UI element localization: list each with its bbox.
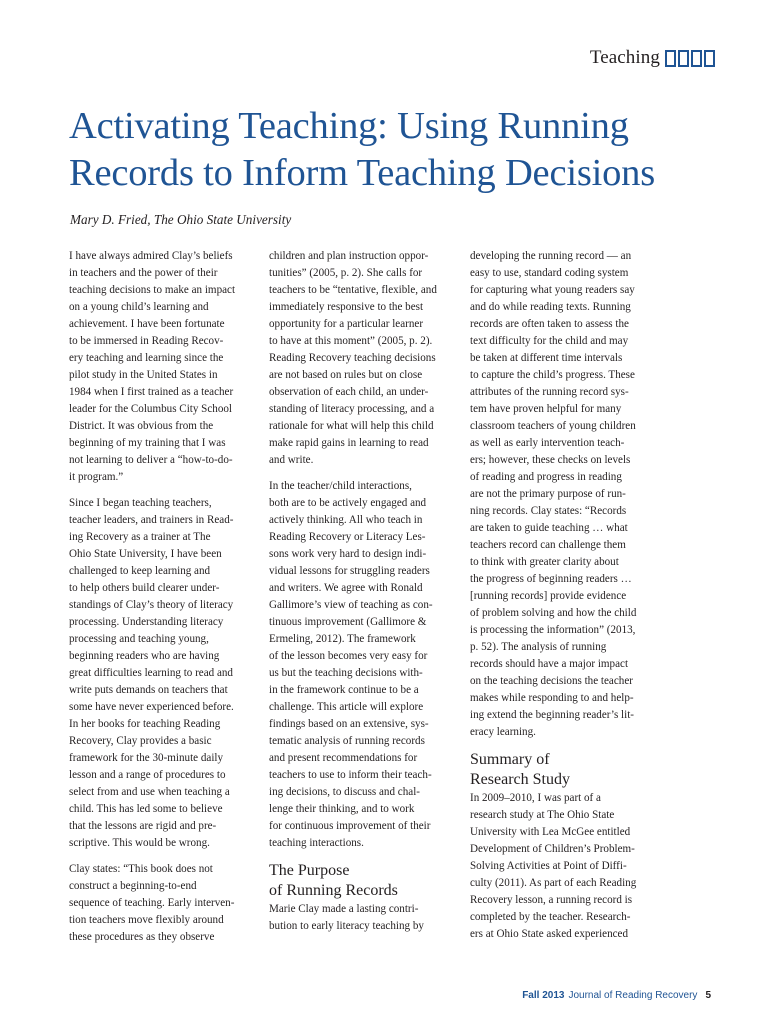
text-line: of Running Records (269, 882, 398, 899)
text-line: teacher leaders, and trainers in Read- (69, 514, 234, 526)
text-line: Reading Recovery or Literacy Les- (269, 531, 426, 543)
text-line: framework for the 30-minute daily (69, 752, 224, 764)
text-line: teachers to be “tentative, flexible, and (269, 284, 437, 296)
text-line: of reading and progress in reading (470, 471, 622, 483)
text-line: eracy learning. (470, 726, 536, 738)
article-author: Mary D. Fried, The Ohio State University (70, 212, 292, 227)
text-line: to be immersed in Reading Recov- (69, 335, 224, 347)
text-line: sequence of teaching. Early interven- (69, 897, 235, 909)
text-line: Solving Activities at Point of Diffi- (470, 860, 627, 872)
text-line: attributes of the running record sys- (470, 386, 629, 398)
text-line: lesson and a range of procedures to (69, 769, 226, 781)
footer-season: Fall 2013 (522, 990, 565, 1001)
text-line: Since I began teaching teachers, (69, 497, 212, 509)
text-line: not learning to deliver a “how-to-do- (69, 454, 233, 466)
paragraph (69, 861, 265, 946)
text-line: standing of literacy processing, and a (269, 403, 435, 415)
text-line: in the framework continue to be a (269, 684, 419, 696)
text-line: beginning of my training that I was (69, 437, 226, 449)
text-line: text difficulty for the child and may (470, 335, 629, 347)
text-line: write puts demands on teachers that (69, 684, 228, 696)
text-line: actively thinking. All who teach in (269, 514, 423, 526)
text-line: tinuous improvement (Gallimore & (269, 616, 427, 628)
title-line: Activating Teaching: Using Running (69, 105, 629, 147)
footer-journal: Journal of Reading Recovery (568, 990, 698, 1001)
text-line: bution to early literacy teaching by (269, 920, 424, 932)
text-line: tunities” (2005, p. 2). She calls for (269, 267, 423, 279)
text-line: The Purpose (269, 862, 350, 879)
text-line: us but the teaching decisions with- (269, 667, 423, 679)
paragraph (269, 248, 465, 469)
text-line: it program.” (69, 471, 124, 483)
text-line: teaching interactions. (269, 837, 364, 849)
text-line: University with Lea McGee entitled (470, 826, 631, 838)
paragraph (69, 248, 265, 486)
text-line: are not based on rules but on close (269, 369, 423, 381)
text-line: to capture the child’s progress. These (470, 369, 635, 381)
text-line: for continuous improvement of their (269, 820, 431, 832)
text-line: select from and use when teaching a (69, 786, 230, 798)
text-line: to think with greater clarity about (470, 556, 619, 568)
text-line: ery teaching and learning since the (69, 352, 224, 364)
text-line: Summary of (470, 751, 550, 768)
text-line: teaching decisions to make an impact (69, 284, 236, 296)
text-line: for capturing what young readers say (470, 284, 635, 296)
text-line: leader for the Columbus City School (69, 403, 232, 415)
text-line: records should have a major impact (470, 658, 629, 670)
text-line: are taken to guide teaching … what (470, 522, 628, 534)
text-line: challenged to keep learning and (69, 565, 211, 577)
text-line: p. 52). The analysis of running (470, 641, 607, 653)
text-line: as well as early intervention teach- (470, 437, 625, 449)
text-line: processing. Understanding literacy (69, 616, 224, 628)
text-line: challenge. This article will explore (269, 701, 424, 713)
text-line: culty (2011). As part of each Reading (470, 877, 637, 889)
text-line: construct a beginning-to-end (69, 880, 197, 892)
text-line: I have always admired Clay’s beliefs (69, 250, 233, 262)
text-line: Marie Clay made a lasting contri- (269, 903, 419, 915)
text-line: District. It was obvious from the (69, 420, 214, 432)
text-line: child. This has led some to believe (69, 803, 223, 815)
text-line: makes while responding to and help- (470, 692, 634, 704)
text-line: that the lessons are rigid and pre- (69, 820, 217, 832)
text-line: teachers record can challenge them (470, 539, 626, 551)
text-line: 1984 when I first trained as a teacher (69, 386, 234, 398)
text-line: findings based on an extensive, sys- (269, 718, 429, 730)
section-label (590, 47, 715, 69)
text-line: of problem solving and how the child (470, 607, 637, 619)
title-line: Records to Inform Teaching Decisions (69, 152, 655, 194)
text-line: is processing the information” (2013, (470, 624, 636, 636)
section-boxes-icon (665, 50, 715, 67)
text-line: pilot study in the United States in (69, 369, 218, 381)
text-line: these procedures as they observe (69, 931, 215, 943)
text-line: to help others build clearer under- (69, 582, 220, 594)
section-heading (269, 861, 465, 901)
text-line: research study at The Ohio State (470, 809, 615, 821)
text-line: the progress of beginning readers … (470, 573, 632, 585)
text-line: vidual lessons for struggling readers (269, 565, 430, 577)
text-line: ing extend the beginning reader’s lit- (470, 709, 634, 721)
text-line: of the lesson becomes very easy for (269, 650, 428, 662)
text-line: Research Study (470, 771, 570, 788)
text-line: teachers to use to inform their teach- (269, 769, 432, 781)
text-line: children and plan instruction oppor- (269, 250, 429, 262)
text-column-3 (470, 248, 666, 952)
text-line: rationale for what will help this child (269, 420, 434, 432)
text-line: [running records] provide evidence (470, 590, 627, 602)
text-line: immediately responsive to the best (269, 301, 424, 313)
text-line: ing Recovery as a trainer at The (69, 531, 211, 543)
page-footer (522, 990, 711, 1001)
text-line: Recovery, Clay provides a basic (69, 735, 212, 747)
text-line: make rapid gains in learning to read (269, 437, 429, 449)
text-line: processing and teaching young, (69, 633, 209, 645)
text-line: classroom teachers of young children (470, 420, 636, 432)
text-line: Ermeling, 2012). The framework (269, 633, 416, 645)
text-line: scriptive. This would be wrong. (69, 837, 210, 849)
text-line: Gallimore’s view of teaching as con- (269, 599, 433, 611)
text-line: opportunity for a particular learner (269, 318, 424, 330)
text-line: ers; however, these checks on levels (470, 454, 631, 466)
text-line: achievement. I have been fortunate (69, 318, 225, 330)
text-line: in teachers and the power of their (69, 267, 218, 279)
text-line: be taken at different time intervals (470, 352, 623, 364)
text-line: beginning readers who are having (69, 650, 220, 662)
text-line: both are to be actively engaged and (269, 497, 427, 509)
text-column-1 (69, 248, 265, 955)
text-line: Reading Recovery teaching decisions (269, 352, 436, 364)
text-line: some have never experienced before. (69, 701, 234, 713)
article-title (69, 103, 719, 197)
text-line: on a young child’s learning and (69, 301, 209, 313)
paragraph (269, 478, 465, 852)
text-line: Clay states: “This book does not (69, 863, 213, 875)
text-line: tion teachers move flexibly around (69, 914, 224, 926)
text-line: tematic analysis of running records (269, 735, 425, 747)
text-line: Recovery lesson, a running record is (470, 894, 633, 906)
paragraph (69, 495, 265, 852)
text-line: great difficulties learning to read and (69, 667, 233, 679)
text-line: In 2009–2010, I was part of a (470, 792, 601, 804)
paragraph (269, 901, 465, 935)
text-line: Development of Children’s Problem- (470, 843, 635, 855)
text-column-2 (269, 248, 465, 944)
text-line: tem have proven helpful for many (470, 403, 622, 415)
paragraph (470, 790, 666, 943)
text-line: and write. (269, 454, 314, 466)
text-line: ning records. Clay states: “Records (470, 505, 627, 517)
text-line: developing the running record — an (470, 250, 632, 262)
text-line: Ohio State University, I have been (69, 548, 222, 560)
text-line: observation of each child, an under- (269, 386, 429, 398)
section-heading (470, 750, 666, 790)
paragraph (470, 248, 666, 741)
text-line: standings of Clay’s theory of literacy (69, 599, 234, 611)
text-line: easy to use, standard coding system (470, 267, 629, 279)
text-line: In the teacher/child interactions, (269, 480, 412, 492)
text-line: ing decisions, to discuss and chal- (269, 786, 420, 798)
text-line: on the teaching decisions the teacher (470, 675, 633, 687)
text-line: to have at this moment” (2005, p. 2). (269, 335, 433, 347)
text-line: lenge their thinking, and to work (269, 803, 415, 815)
text-line: completed by the teacher. Research- (470, 911, 631, 923)
text-line: sons work very hard to design indi- (269, 548, 427, 560)
page-number: 5 (705, 990, 711, 1001)
text-line: In her books for teaching Reading (69, 718, 221, 730)
text-line: records are often taken to assess the (470, 318, 629, 330)
text-line: ers at Ohio State asked experienced (470, 928, 629, 940)
text-line: and writers. We agree with Ronald (269, 582, 423, 594)
text-line: and present recommendations for (269, 752, 418, 764)
text-line: are not the primary purpose of run- (470, 488, 626, 500)
text-line: and do while reading texts. Running (470, 301, 631, 313)
section-name: Teaching (589, 47, 660, 68)
